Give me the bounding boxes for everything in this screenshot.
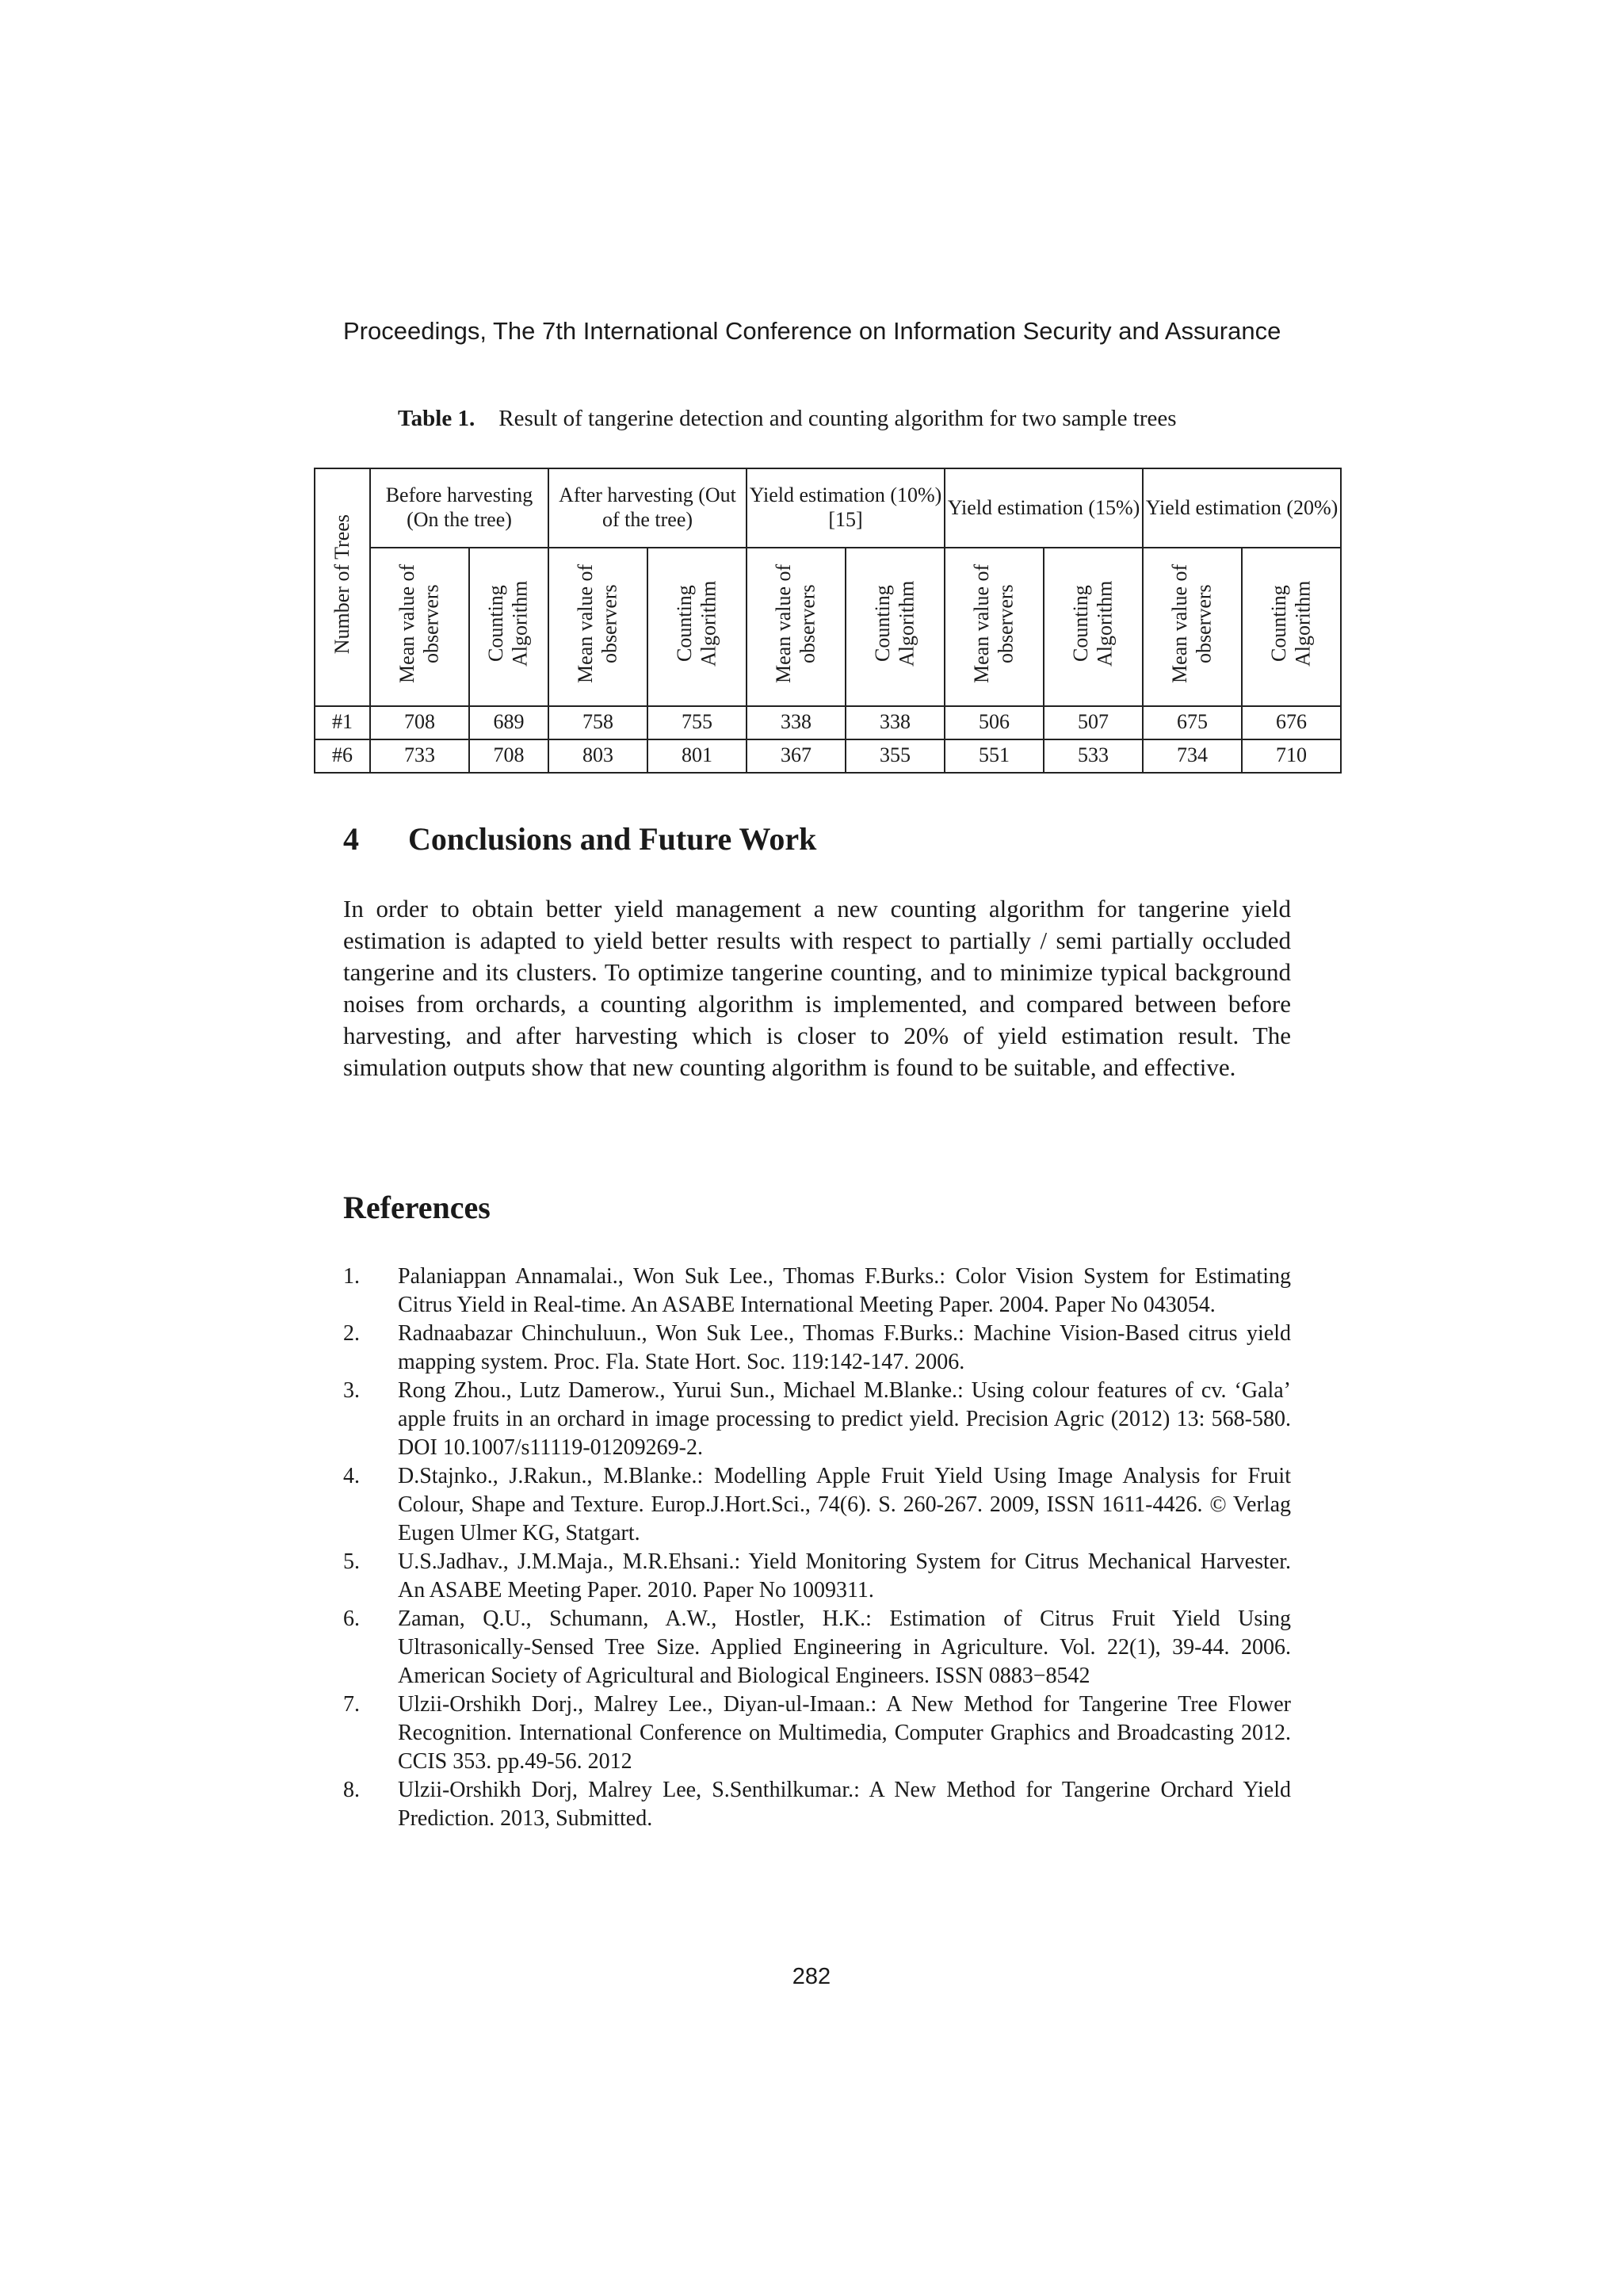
value-cell: 506 bbox=[945, 706, 1044, 739]
reference-text: Zaman, Q.U., Schumann, A.W., Hostler, H.K.: Estimation of Citrus Fruit Yield Using Ultrasonically-Sensed Tree Size. Applied Engineering in Agriculture. Vol. 22(1), 39-44. 2006. American Society of Agricultural and Biological Engineers. ISSN 0883−8542 bbox=[398, 1606, 1291, 1688]
group-header: Yield estimation (15%) bbox=[945, 468, 1143, 548]
value-cell: 355 bbox=[846, 739, 945, 773]
reference-text: U.S.Jadhav., J.M.Maja., M.R.Ehsani.: Yield Monitoring System for Citrus Mechanical Harvester. An ASABE Meeting Paper. 2010. Paper No 1009311. bbox=[398, 1549, 1291, 1603]
references-heading: References bbox=[343, 1190, 491, 1225]
reference-item bbox=[343, 1320, 1291, 1377]
page-number: 282 bbox=[792, 1964, 831, 1989]
subheader-cell bbox=[548, 548, 647, 706]
table-row bbox=[315, 706, 1341, 739]
value-cell: 507 bbox=[1044, 706, 1143, 739]
reference-text: Radnaabazar Chinchuluun., Won Suk Lee., Thomas F.Burks.: Machine Vision-Based citrus yield mapping system. Proc. Fla. State Hort. Soc. 119:142-147. 2006. bbox=[398, 1321, 1291, 1374]
value-cell: 676 bbox=[1242, 706, 1341, 739]
reference-number: 5. bbox=[343, 1549, 360, 1574]
tree-id-cell: #6 bbox=[315, 739, 370, 773]
value-cell: 801 bbox=[647, 739, 747, 773]
subheader-mean: Mean value of observers bbox=[1167, 563, 1216, 684]
section-heading bbox=[343, 820, 816, 858]
reference-text: Ulzii-Orshikh Dorj, Malrey Lee, S.Senthilkumar.: A New Method for Tangerine Orchard Yield Prediction. 2013, Submitted. bbox=[398, 1778, 1291, 1831]
tree-id-cell: #1 bbox=[315, 706, 370, 739]
table-label: Table 1. bbox=[398, 406, 475, 431]
reference-item bbox=[343, 1263, 1291, 1320]
table-caption bbox=[398, 406, 1177, 432]
value-cell: 734 bbox=[1143, 739, 1242, 773]
subheader-counting: Counting Algorithm bbox=[1068, 580, 1117, 667]
value-cell: 708 bbox=[469, 739, 548, 773]
reference-number: 3. bbox=[343, 1378, 360, 1403]
row-header-cell bbox=[315, 468, 370, 706]
value-cell: 675 bbox=[1143, 706, 1242, 739]
row-header-label: Number of Trees bbox=[330, 514, 353, 655]
subheader-cell bbox=[647, 548, 747, 706]
reference-number: 8. bbox=[343, 1778, 360, 1802]
group-header: Yield estimation (10%) [15] bbox=[747, 468, 945, 548]
reference-number: 2. bbox=[343, 1321, 360, 1346]
value-cell: 803 bbox=[548, 739, 647, 773]
table-caption-text: Result of tangerine detection and counting algorithm for two sample trees bbox=[498, 406, 1177, 431]
reference-text: Ulzii-Orshikh Dorj., Malrey Lee., Diyan-ul-Imaan.: A New Method for Tangerine Tree Flower Recognition. International Conference on Multimedia, Computer Graphics and Broadcasting 2012. CCIS 353. pp.49-56. 2012 bbox=[398, 1692, 1291, 1774]
table-row bbox=[315, 739, 1341, 773]
subheader-counting: Counting Algorithm bbox=[1266, 580, 1315, 667]
subheader-cell bbox=[945, 548, 1044, 706]
reference-item bbox=[343, 1548, 1291, 1605]
subheader-cell bbox=[1242, 548, 1341, 706]
subheader-cell bbox=[469, 548, 548, 706]
reference-text: Rong Zhou., Lutz Damerow., Yurui Sun., Michael M.Blanke.: Using colour features of cv. ‘Gala’ apple fruits in an orchard in image processing to predict yield. Precision Agric (2012) 13: 568-580. DOI 10.1007/s11119-01209269-2. bbox=[398, 1378, 1291, 1460]
group-header: Yield estimation (20%) bbox=[1143, 468, 1341, 548]
results-table bbox=[314, 468, 1342, 774]
subheader-cell bbox=[1044, 548, 1143, 706]
subheader-mean: Mean value of observers bbox=[771, 563, 819, 684]
reference-item bbox=[343, 1377, 1291, 1462]
reference-list bbox=[343, 1263, 1291, 1833]
subheader-counting: Counting Algorithm bbox=[672, 580, 720, 667]
reference-number: 6. bbox=[343, 1606, 360, 1631]
value-cell: 708 bbox=[370, 706, 469, 739]
subheader-cell bbox=[370, 548, 469, 706]
reference-item bbox=[343, 1690, 1291, 1776]
value-cell: 338 bbox=[846, 706, 945, 739]
reference-item bbox=[343, 1776, 1291, 1833]
reference-item bbox=[343, 1462, 1291, 1548]
value-cell: 755 bbox=[647, 706, 747, 739]
value-cell: 533 bbox=[1044, 739, 1143, 773]
value-cell: 367 bbox=[747, 739, 846, 773]
subheader-cell bbox=[846, 548, 945, 706]
value-cell: 710 bbox=[1242, 739, 1341, 773]
subheader-counting: Counting Algorithm bbox=[870, 580, 918, 667]
subheader-mean: Mean value of observers bbox=[395, 563, 443, 684]
group-header: Before harvesting (On the tree) bbox=[370, 468, 548, 548]
section-number: 4 bbox=[343, 821, 359, 857]
section-title: Conclusions and Future Work bbox=[408, 821, 817, 857]
subheader-cell bbox=[1143, 548, 1242, 706]
value-cell: 338 bbox=[747, 706, 846, 739]
subheader-mean: Mean value of observers bbox=[573, 563, 621, 684]
reference-number: 4. bbox=[343, 1464, 360, 1488]
value-cell: 689 bbox=[469, 706, 548, 739]
running-header: Proceedings, The 7th International Conference on Information Security and Assurance bbox=[343, 317, 1281, 345]
reference-text: Palaniappan Annamalai., Won Suk Lee., Thomas F.Burks.: Color Vision System for Estimating Citrus Yield in Real-time. An ASABE International Meeting Paper. 2004. Paper No 043054. bbox=[398, 1264, 1291, 1317]
value-cell: 551 bbox=[945, 739, 1044, 773]
group-header: After harvesting (Out of the tree) bbox=[548, 468, 747, 548]
subheader-cell bbox=[747, 548, 846, 706]
subheader-counting: Counting Algorithm bbox=[484, 580, 532, 667]
reference-number: 7. bbox=[343, 1692, 360, 1717]
reference-text: D.Stajnko., J.Rakun., M.Blanke.: Modelling Apple Fruit Yield Using Image Analysis for Fruit Colour, Shape and Texture. Europ.J.Hort.Sci., 74(6). S. 260-267. 2009, ISSN 1611-4426. © Verlag Eugen Ulmer KG, Statgart. bbox=[398, 1464, 1291, 1545]
subheader-mean: Mean value of observers bbox=[969, 563, 1018, 684]
value-cell: 758 bbox=[548, 706, 647, 739]
value-cell: 733 bbox=[370, 739, 469, 773]
conclusion-paragraph: In order to obtain better yield management a new counting algorithm for tangerine yield estimation is adapted to yield better results with respect to partially / semi partially occluded tangerine and its clusters. To optimize tangerine counting, and to minimize typical background noises from orchards, a counting algorithm is implemented, and compared between before harvesting, and after harvesting which is closer to 20% of yield estimation result. The simulation outputs show that new counting algorithm is found to be suitable, and effective. bbox=[343, 895, 1291, 1081]
reference-item bbox=[343, 1605, 1291, 1690]
reference-number: 1. bbox=[343, 1264, 360, 1289]
